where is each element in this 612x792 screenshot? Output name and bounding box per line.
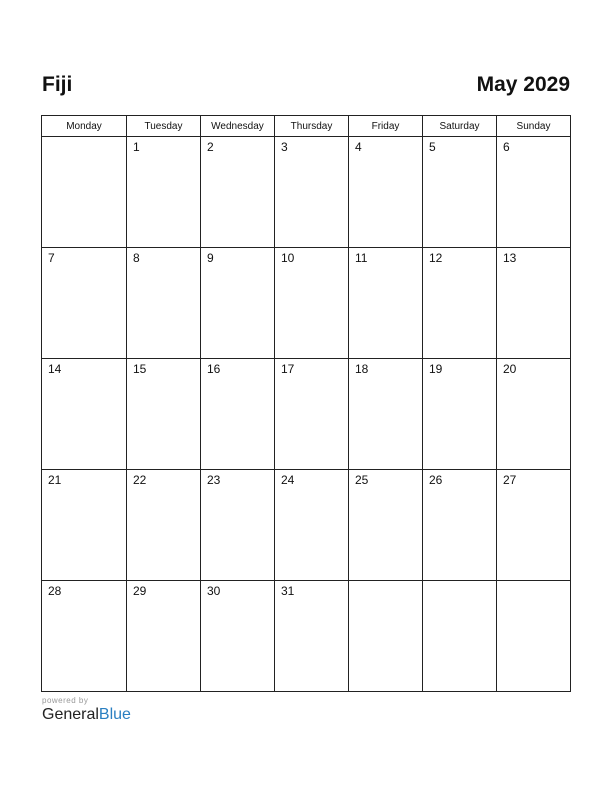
day-number: 24 bbox=[281, 473, 295, 487]
day-number: 18 bbox=[355, 362, 369, 376]
day-cell bbox=[497, 248, 571, 359]
day-number: 27 bbox=[503, 473, 517, 487]
day-number: 7 bbox=[48, 251, 55, 265]
weekday-saturday: Saturday bbox=[423, 116, 497, 137]
day-cell bbox=[127, 359, 201, 470]
weekday-header-row bbox=[42, 116, 571, 137]
day-number: 30 bbox=[207, 584, 221, 598]
day-number: 20 bbox=[503, 362, 517, 376]
day-cell bbox=[423, 581, 497, 692]
week-row bbox=[42, 581, 571, 692]
week-row bbox=[42, 470, 571, 581]
day-number: 3 bbox=[281, 140, 288, 154]
day-number: 11 bbox=[355, 251, 368, 265]
week-row bbox=[42, 137, 571, 248]
day-cell bbox=[201, 470, 275, 581]
day-number: 9 bbox=[207, 251, 214, 265]
weekday-friday: Friday bbox=[349, 116, 423, 137]
day-number bbox=[423, 581, 496, 584]
day-cell bbox=[497, 470, 571, 581]
day-cell bbox=[349, 359, 423, 470]
day-cell bbox=[42, 248, 127, 359]
day-cell bbox=[275, 248, 349, 359]
day-number: 13 bbox=[503, 251, 517, 265]
day-number: 10 bbox=[281, 251, 295, 265]
weekday-sunday: Sunday bbox=[497, 116, 571, 137]
day-cell bbox=[349, 248, 423, 359]
day-cell bbox=[127, 470, 201, 581]
day-cell bbox=[349, 470, 423, 581]
day-cell bbox=[275, 581, 349, 692]
day-cell bbox=[497, 581, 571, 692]
day-cell bbox=[275, 137, 349, 248]
day-cell bbox=[42, 137, 127, 248]
day-cell bbox=[42, 470, 127, 581]
logo-blue: Blue bbox=[98, 706, 131, 723]
day-cell bbox=[127, 581, 201, 692]
day-number: 19 bbox=[429, 362, 443, 376]
day-number: 15 bbox=[133, 362, 147, 376]
day-number: 23 bbox=[207, 473, 221, 487]
day-number: 16 bbox=[207, 362, 221, 376]
day-number: 14 bbox=[48, 362, 62, 376]
day-cell bbox=[423, 470, 497, 581]
day-number: 28 bbox=[48, 584, 62, 598]
day-number: 6 bbox=[503, 140, 510, 154]
week-row bbox=[42, 359, 571, 470]
day-number: 4 bbox=[355, 140, 362, 154]
country-title: Fiji bbox=[42, 73, 73, 96]
day-number: 26 bbox=[429, 473, 443, 487]
weekday-wednesday: Wednesday bbox=[201, 116, 275, 137]
day-number: 21 bbox=[48, 473, 62, 487]
day-number: 5 bbox=[429, 140, 436, 154]
day-number: 2 bbox=[207, 140, 214, 154]
day-cell bbox=[201, 248, 275, 359]
logo-general: General bbox=[42, 706, 99, 723]
day-number: 8 bbox=[133, 251, 140, 265]
day-number: 31 bbox=[281, 584, 295, 598]
day-cell bbox=[349, 581, 423, 692]
brand-footer bbox=[42, 696, 131, 724]
day-number: 12 bbox=[429, 251, 443, 265]
day-number: 1 bbox=[133, 140, 140, 154]
day-number bbox=[497, 581, 570, 584]
day-cell bbox=[127, 137, 201, 248]
weekday-thursday: Thursday bbox=[275, 116, 349, 137]
weekday-tuesday: Tuesday bbox=[127, 116, 201, 137]
day-cell bbox=[201, 137, 275, 248]
day-cell bbox=[42, 581, 127, 692]
day-cell bbox=[497, 137, 571, 248]
weekday-monday: Monday bbox=[42, 116, 127, 137]
day-number bbox=[42, 137, 126, 140]
day-cell bbox=[423, 137, 497, 248]
week-row bbox=[42, 248, 571, 359]
day-cell bbox=[423, 248, 497, 359]
day-cell bbox=[127, 248, 201, 359]
calendar-header bbox=[42, 70, 570, 100]
powered-by-text: powered by bbox=[42, 696, 89, 705]
day-cell bbox=[201, 581, 275, 692]
day-number: 22 bbox=[133, 473, 147, 487]
day-number bbox=[349, 581, 422, 584]
day-number: 29 bbox=[133, 584, 147, 598]
day-number: 25 bbox=[355, 473, 369, 487]
day-cell bbox=[201, 359, 275, 470]
day-cell bbox=[497, 359, 571, 470]
day-cell bbox=[423, 359, 497, 470]
day-cell bbox=[42, 359, 127, 470]
day-cell bbox=[275, 359, 349, 470]
day-number: 17 bbox=[281, 362, 295, 376]
generalblue-logo bbox=[42, 706, 131, 724]
month-year-title: May 2029 bbox=[476, 73, 570, 96]
day-cell bbox=[275, 470, 349, 581]
calendar-grid bbox=[41, 115, 571, 692]
calendar-body bbox=[42, 137, 571, 692]
day-cell bbox=[349, 137, 423, 248]
